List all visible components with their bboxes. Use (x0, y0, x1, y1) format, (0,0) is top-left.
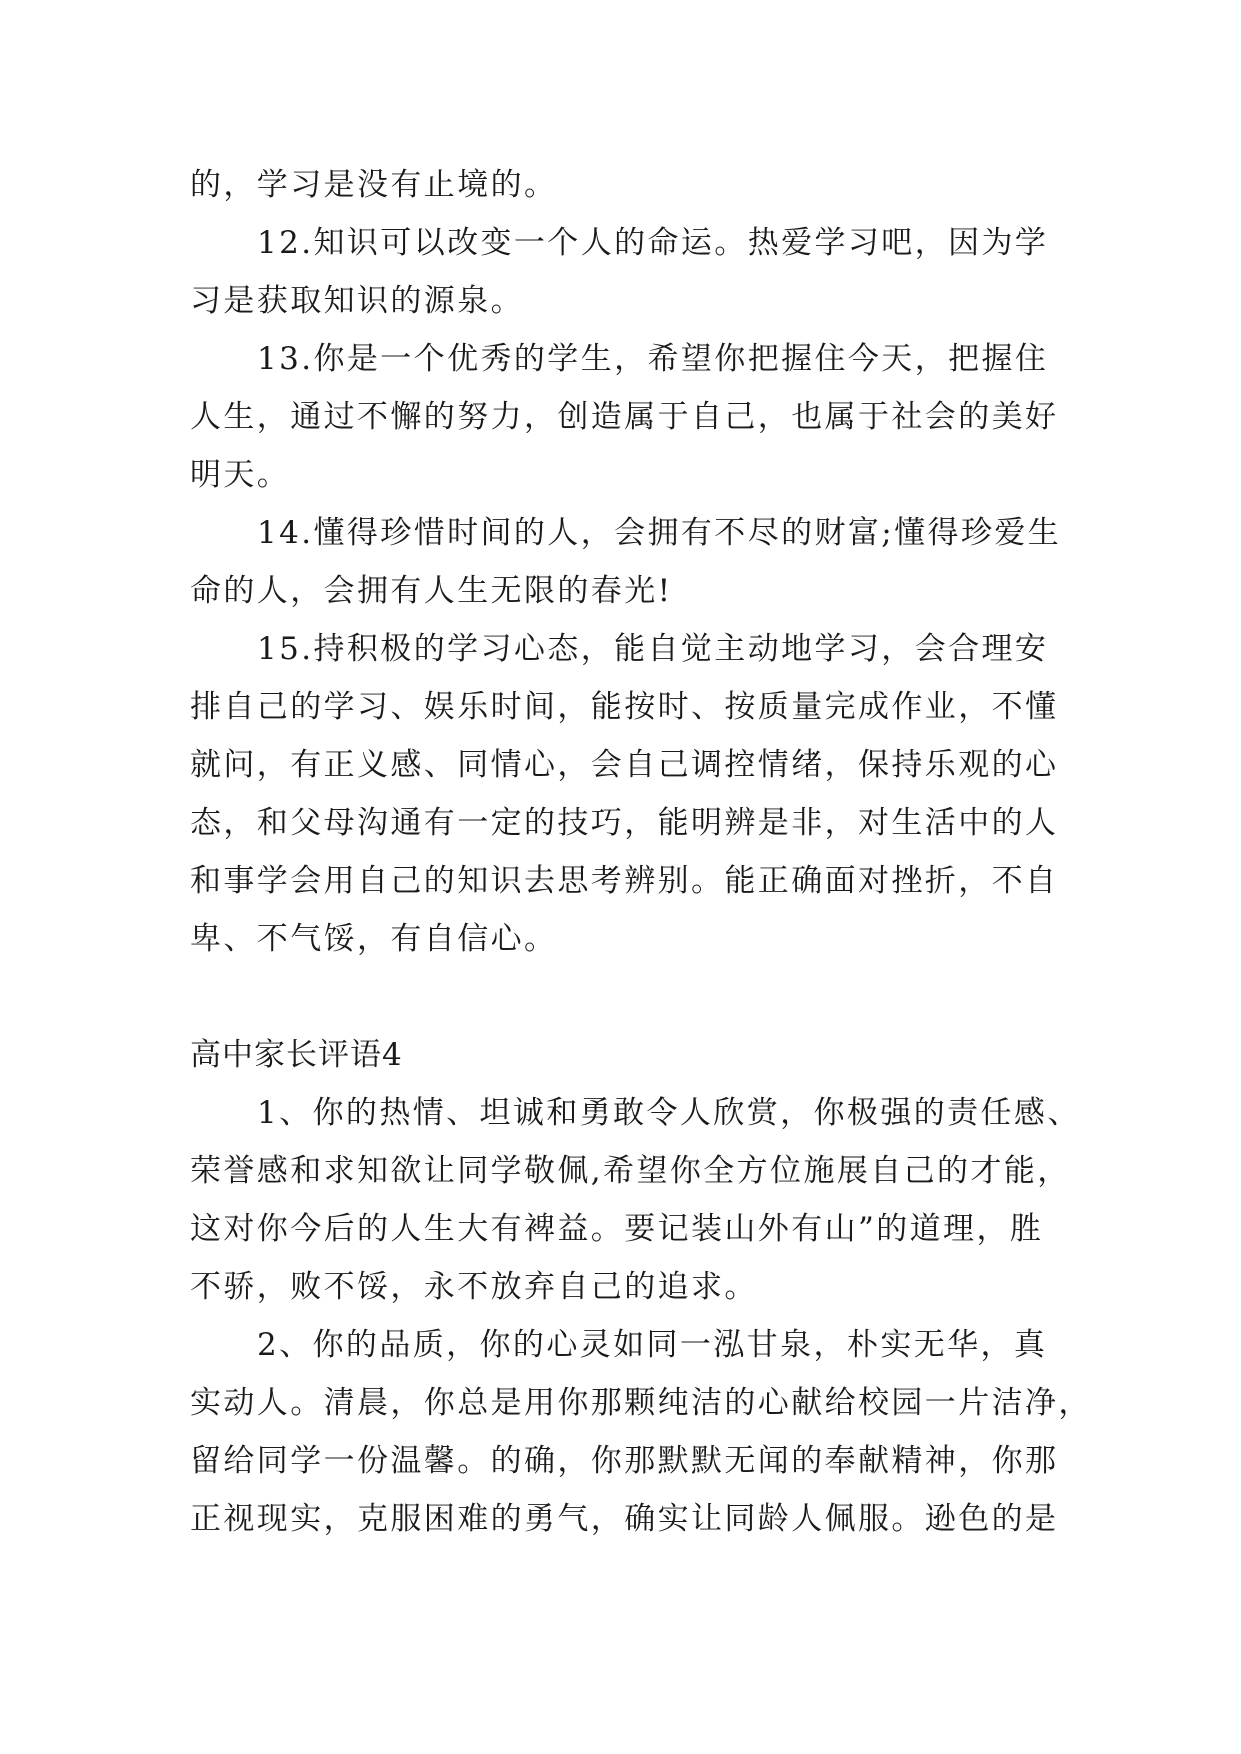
comment-item-1-line: 不骄，败不馁，永不放弃自己的追求。 (190, 1269, 758, 1305)
comment-item-2-line: 正视现实，克服困难的勇气，确实让同龄人佩服。逊色的是 (190, 1501, 1059, 1537)
list-item-15-line: 卑、不气馁，有自信心。 (190, 921, 558, 957)
comment-item-2-line: 2、你的品质，你的心灵如同一泓甘泉，朴实无华，真 (257, 1327, 1048, 1363)
list-item-13-line: 人生，通过不懈的努力，创造属于自己，也属于社会的美好 (190, 399, 1059, 435)
list-item-12-line: 12.知识可以改变一个人的命运。热爱学习吧，因为学 (257, 225, 1049, 261)
list-item-15-line: 和事学会用自己的知识去思考辨别。能正确面对挫折，不自 (190, 863, 1059, 899)
comment-item-2-line: 实动人。清晨，你总是用你那颗纯洁的心献给校园一片洁净， (190, 1385, 1092, 1421)
text-line: 的，学习是没有止境的。 (190, 167, 558, 203)
list-item-13-line: 明天。 (190, 457, 291, 493)
list-item-13-line: 13.你是一个优秀的学生，希望你把握住今天，把握住 (257, 341, 1049, 377)
list-item-15-line: 态，和父母沟通有一定的技巧，能明辨是非，对生活中的人 (190, 805, 1059, 841)
comment-item-1-line: 1、你的热情、坦诚和勇敢令人欣赏，你极强的责任感、 (257, 1095, 1081, 1131)
list-item-15-line: 15.持积极的学习心态，能自觉主动地学习，会合理安 (257, 631, 1049, 667)
list-item-14-line: 命的人，会拥有人生无限的春光! (190, 573, 673, 609)
comment-item-1-line: 荣誉感和求知欲让同学敬佩,希望你全方位施展自己的才能， (190, 1153, 1071, 1189)
comment-item-2-line: 留给同学一份温馨。的确，你那默默无闻的奉献精神，你那 (190, 1443, 1059, 1479)
section-heading: 高中家长评语4 (190, 1037, 403, 1073)
list-item-14-line: 14.懂得珍惜时间的人，会拥有不尽的财富;懂得珍爱生 (257, 515, 1062, 551)
list-item-15-line: 就问，有正义感、同情心，会自己调控情绪，保持乐观的心 (190, 747, 1059, 783)
list-item-12-line: 习是获取知识的源泉。 (190, 283, 524, 319)
list-item-15-line: 排自己的学习、娱乐时间，能按时、按质量完成作业，不懂 (190, 689, 1059, 725)
comment-item-1-line: 这对你今后的人生大有裨益。要记装山外有山”的道理，胜 (190, 1211, 1044, 1247)
